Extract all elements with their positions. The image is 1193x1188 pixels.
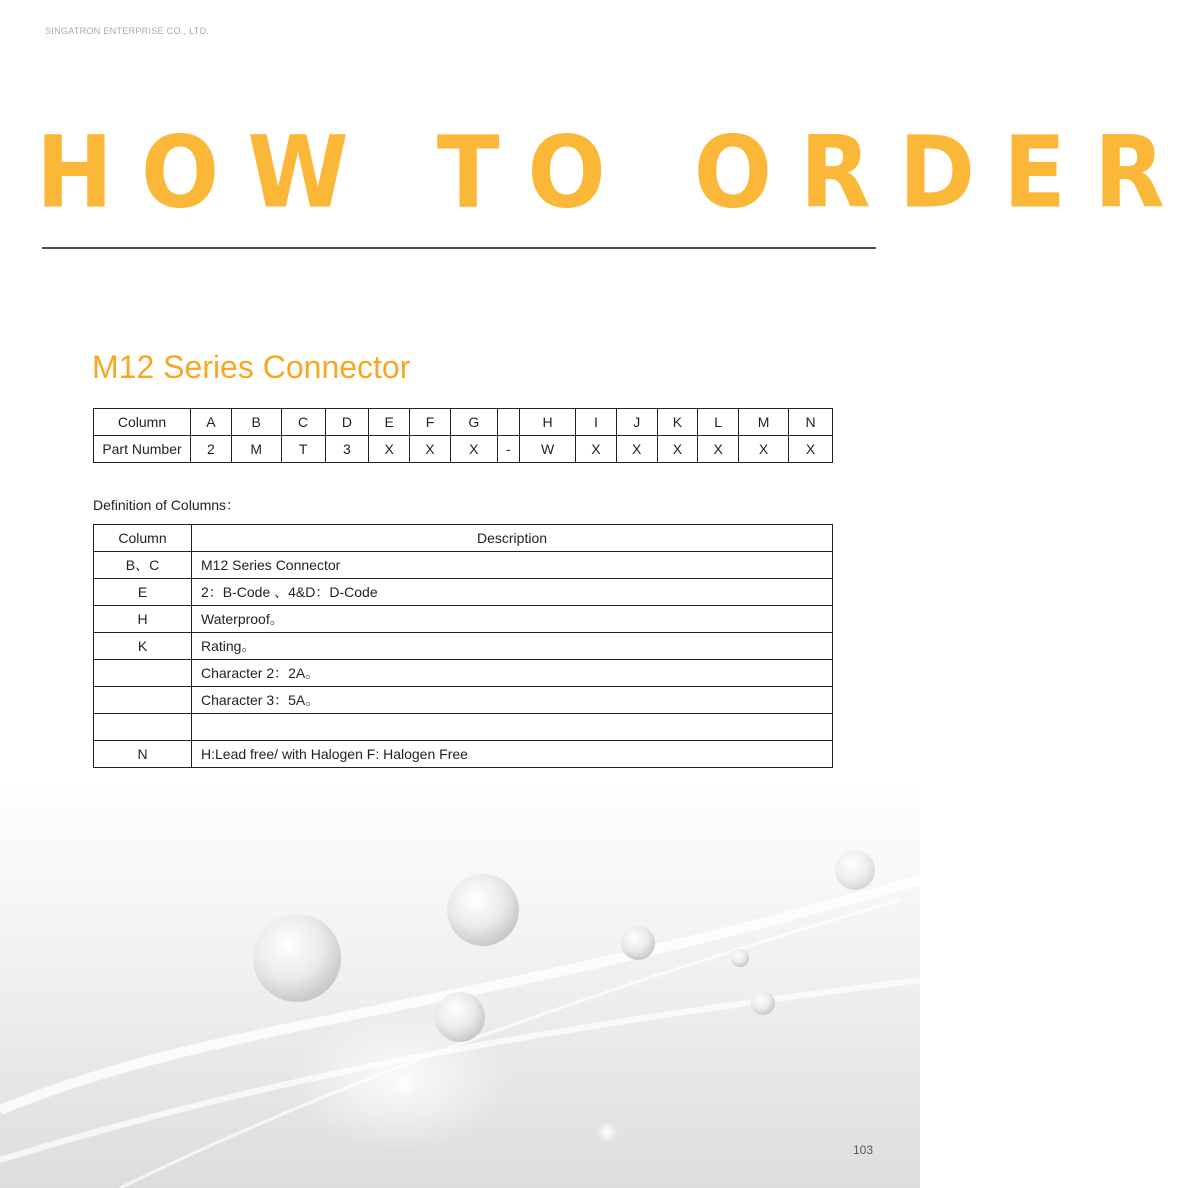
value-cell: X: [576, 436, 617, 463]
table-row: [94, 633, 833, 660]
definitions-label: Definition of Columns：: [93, 497, 241, 513]
column-cell: H: [520, 409, 576, 436]
column-cell: M: [739, 409, 789, 436]
description-cell: [192, 714, 833, 741]
value-cell: -: [497, 436, 519, 463]
value-cell: M: [231, 436, 281, 463]
column-cell: C: [281, 409, 325, 436]
value-cell: X: [698, 436, 739, 463]
column-cell: [94, 660, 192, 687]
value-cell: X: [739, 436, 789, 463]
value-cell: X: [450, 436, 497, 463]
value-cell: 2: [191, 436, 232, 463]
column-cell: J: [616, 409, 657, 436]
column-cell: F: [410, 409, 451, 436]
value-cell: T: [281, 436, 325, 463]
column-cell: K: [657, 409, 698, 436]
description-cell: H:Lead free/ with Halogen F: Halogen Free: [192, 741, 833, 768]
title-divider: [42, 247, 876, 249]
column-row: [94, 409, 833, 436]
column-cell: B: [231, 409, 281, 436]
value-cell: X: [369, 436, 410, 463]
description-cell: Rating。: [192, 633, 833, 660]
value-cell: X: [616, 436, 657, 463]
bubble: [253, 914, 341, 1002]
bubble: [447, 874, 519, 946]
header-description: Description: [192, 525, 833, 552]
column-cell: N: [789, 409, 833, 436]
description-cell: M12 Series Connector: [192, 552, 833, 579]
column-cell: D: [325, 409, 369, 436]
row-label-part-number: Part Number: [94, 436, 191, 463]
part-number-table: [93, 408, 833, 463]
decorative-bubbles-background: [0, 780, 920, 1188]
bubble: [596, 1121, 618, 1143]
table-row: [94, 741, 833, 768]
column-cell: G: [450, 409, 497, 436]
value-cell: X: [657, 436, 698, 463]
column-cell: A: [191, 409, 232, 436]
column-cell: N: [94, 741, 192, 768]
column-cell: [94, 714, 192, 741]
header-column: Column: [94, 525, 192, 552]
value-cell: X: [789, 436, 833, 463]
bubble: [751, 991, 775, 1015]
column-cell: [497, 409, 519, 436]
column-cell: B、C: [94, 552, 192, 579]
company-name: SINGATRON ENTERPRISE CO., LTD.: [45, 26, 210, 36]
table-row: [94, 687, 833, 714]
column-cell: L: [698, 409, 739, 436]
table-row: [94, 660, 833, 687]
part-number-row: [94, 436, 833, 463]
column-cell: K: [94, 633, 192, 660]
column-cell: I: [576, 409, 617, 436]
table-header-row: [94, 525, 833, 552]
column-cell: H: [94, 606, 192, 633]
table-row: [94, 579, 833, 606]
bubble: [435, 992, 485, 1042]
page-title: HOW TO ORDER: [36, 114, 1193, 231]
bubble: [393, 1073, 417, 1097]
section-title: M12 Series Connector: [92, 349, 411, 385]
description-cell: Character 2：2A。: [192, 660, 833, 687]
value-cell: 3: [325, 436, 369, 463]
description-cell: Waterproof。: [192, 606, 833, 633]
column-cell: E: [369, 409, 410, 436]
value-cell: X: [410, 436, 451, 463]
bubble: [835, 850, 875, 890]
definitions-table: [93, 524, 833, 768]
description-cell: Character 3：5A。: [192, 687, 833, 714]
table-row: [94, 606, 833, 633]
page-number: 103: [853, 1143, 874, 1157]
column-cell: E: [94, 579, 192, 606]
bubble: [621, 926, 655, 960]
column-cell: [94, 687, 192, 714]
table-row: [94, 714, 833, 741]
value-cell: W: [520, 436, 576, 463]
table-row: [94, 552, 833, 579]
bubble: [731, 949, 749, 967]
row-label-column: Column: [94, 409, 191, 436]
description-cell: 2：B-Code 、4&D：D-Code: [192, 579, 833, 606]
